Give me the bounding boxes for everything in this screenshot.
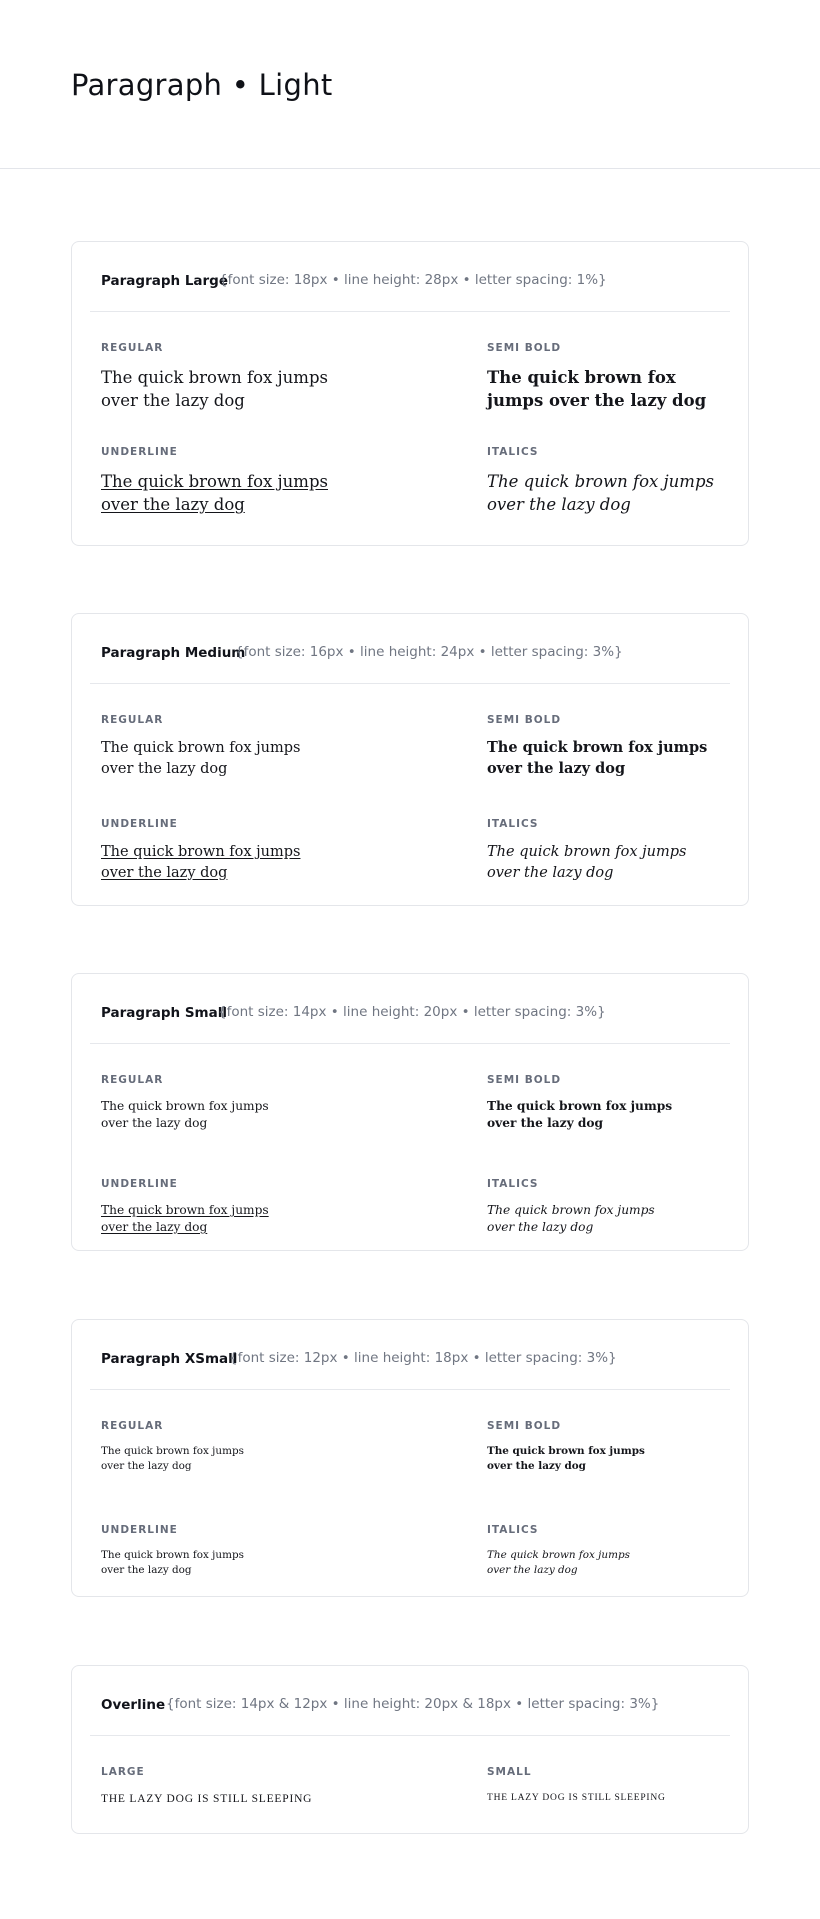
sample-text: The quick brown fox jumps over the lazy dog — [487, 1549, 630, 1576]
style-label: UNDERLINE — [101, 1178, 178, 1190]
overline-large — [101, 1766, 401, 1805]
card-title: Paragraph Large — [101, 273, 229, 289]
sample-text: The quick brown fox jumps over the lazy dog — [101, 472, 328, 514]
style-label: REGULAR — [101, 714, 164, 726]
sample-text: The quick brown fox jumps over the lazy dog — [101, 368, 328, 410]
card-header — [72, 1666, 748, 1736]
card-header — [72, 974, 748, 1044]
card-spec: {font size: 14px • line height: 20px • letter spacing: 3%} — [218, 1004, 606, 1020]
card-paragraph-xsmall — [71, 1319, 749, 1597]
sample-text: The quick brown fox jumps over the lazy dog — [101, 1203, 269, 1234]
style-regular — [101, 1420, 401, 1474]
style-semibold — [487, 1074, 787, 1132]
style-italics — [487, 446, 787, 516]
style-label: SMALL — [487, 1766, 532, 1778]
page-title: Paragraph • Light — [71, 68, 333, 102]
sample-text: The quick brown fox jumps over the lazy dog — [101, 740, 301, 777]
style-regular — [101, 342, 401, 412]
style-underline — [101, 1524, 401, 1578]
sample-text: The quick brown fox jumps over the lazy dog — [487, 1203, 655, 1234]
card-divider — [90, 1043, 730, 1044]
style-italics — [487, 818, 787, 883]
style-underline — [101, 818, 401, 883]
style-label: ITALICS — [487, 818, 539, 830]
style-label: ITALICS — [487, 446, 539, 458]
card-paragraph-large — [71, 241, 749, 546]
card-divider — [90, 311, 730, 312]
sample-text: The quick brown fox jumps over the lazy dog — [487, 368, 707, 410]
sample-text: The quick brown fox jumps over the lazy dog — [487, 1445, 645, 1472]
card-paragraph-medium — [71, 613, 749, 906]
sample-text: The quick brown fox jumps over the lazy dog — [487, 739, 708, 777]
card-title: Paragraph Small — [101, 1005, 227, 1021]
style-label: SEMI BOLD — [487, 342, 562, 354]
card-spec: {font size: 12px • line height: 18px • letter spacing: 3%} — [229, 1350, 617, 1366]
sample-text: The quick brown fox jumps over the lazy dog — [101, 1549, 244, 1576]
card-divider — [90, 683, 730, 684]
style-underline — [101, 446, 401, 516]
card-divider — [90, 1735, 730, 1736]
style-label: SEMI BOLD — [487, 1074, 562, 1086]
style-label: REGULAR — [101, 1074, 164, 1086]
card-title: Overline — [101, 1697, 166, 1713]
card-header — [72, 614, 748, 684]
style-italics — [487, 1178, 787, 1236]
style-label: UNDERLINE — [101, 818, 178, 830]
page-header — [0, 0, 820, 169]
sample-text: The quick brown fox jumps over the lazy dog — [101, 1099, 269, 1130]
style-label: LARGE — [101, 1766, 145, 1778]
style-label: ITALICS — [487, 1178, 539, 1190]
card-header — [72, 242, 748, 312]
style-semibold — [487, 1420, 787, 1474]
sample-text: The quick brown fox jumps over the lazy dog — [487, 1099, 673, 1130]
sample-text: The quick brown fox jumps over the lazy dog — [101, 844, 301, 881]
style-label: SEMI BOLD — [487, 1420, 562, 1432]
style-regular — [101, 1074, 401, 1132]
sample-text: The quick brown fox jumps over the lazy dog — [487, 472, 714, 514]
style-underline — [101, 1178, 401, 1236]
overline-small — [487, 1766, 787, 1803]
sample-text: The quick brown fox jumps over the lazy dog — [487, 844, 687, 881]
card-divider — [90, 1389, 730, 1390]
card-paragraph-small — [71, 973, 749, 1251]
style-italics — [487, 1524, 787, 1578]
style-label: ITALICS — [487, 1524, 539, 1536]
style-label: SEMI BOLD — [487, 714, 562, 726]
style-label: UNDERLINE — [101, 446, 178, 458]
card-title: Paragraph Medium — [101, 645, 246, 661]
overline-text: THE LAZY DOG IS STILL SLEEPING — [487, 1793, 666, 1803]
style-regular — [101, 714, 401, 779]
card-title: Paragraph XSmall — [101, 1351, 238, 1367]
overline-text: THE LAZY DOG IS STILL SLEEPING — [101, 1793, 313, 1805]
style-label: REGULAR — [101, 342, 164, 354]
card-overline — [71, 1665, 749, 1834]
card-header — [72, 1320, 748, 1390]
card-spec: {font size: 16px • line height: 24px • letter spacing: 3%} — [235, 644, 623, 660]
style-label: UNDERLINE — [101, 1524, 178, 1536]
style-label: REGULAR — [101, 1420, 164, 1432]
sample-text: The quick brown fox jumps over the lazy dog — [101, 1445, 244, 1472]
card-spec: {font size: 14px & 12px • line height: 20px & 18px • letter spacing: 3%} — [166, 1696, 660, 1712]
style-semibold — [487, 342, 787, 412]
style-semibold — [487, 714, 787, 779]
card-spec: {font size: 18px • line height: 28px • letter spacing: 1%} — [219, 272, 607, 288]
